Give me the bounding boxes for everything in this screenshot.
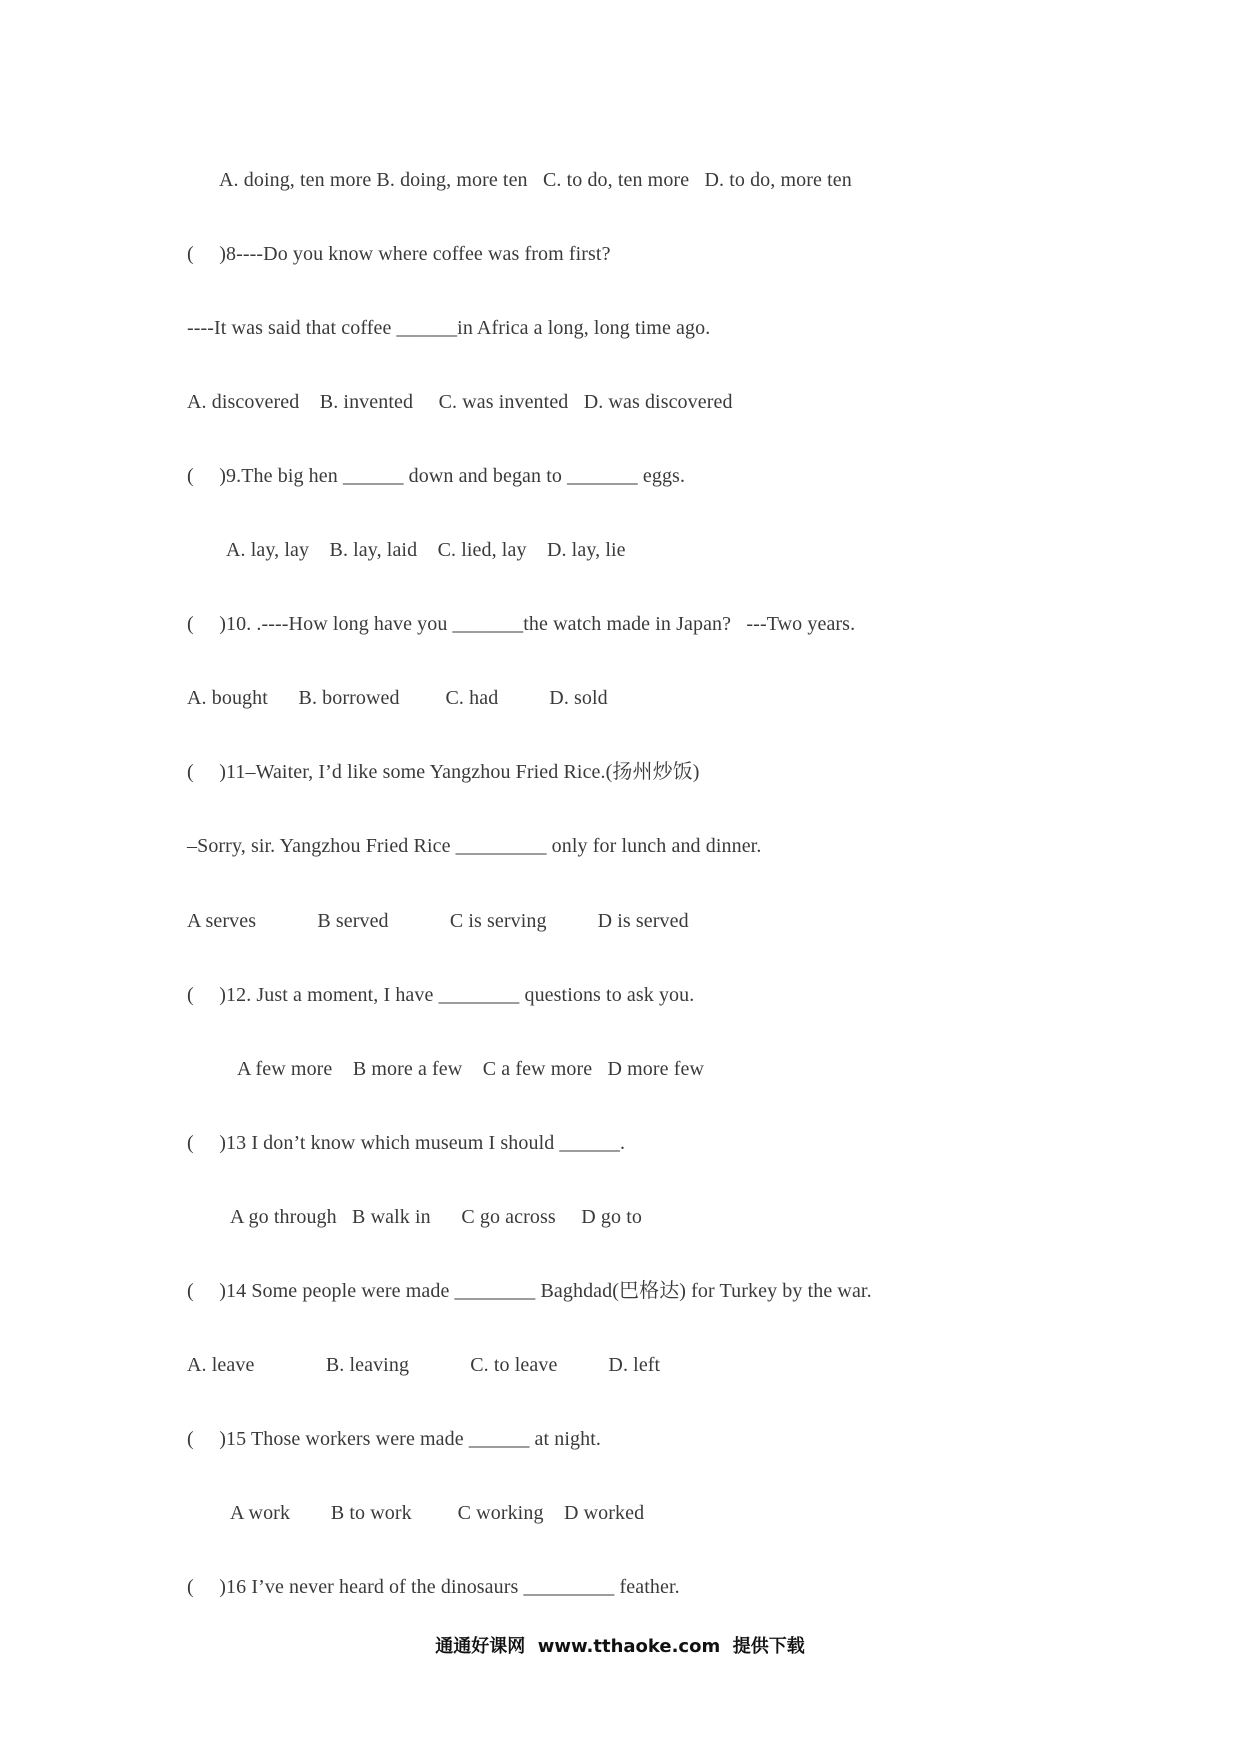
- option-line-q14: A. leave B. leaving C. to leave D. left: [187, 1354, 661, 1376]
- question-line-q16: ( )16 I’ve never heard of the dinosaurs _________ feather.: [187, 1576, 680, 1598]
- option-line-q13: A go through B walk in C go across D go to: [230, 1206, 642, 1228]
- question-line-q9: ( )9.The big hen ______ down and began to _______ eggs.: [187, 465, 686, 487]
- question-line-q15: ( )15 Those workers were made ______ at night.: [187, 1428, 601, 1450]
- question-line-q11-response: –Sorry, sir. Yangzhou Fried Rice _________ only for lunch and dinner.: [187, 835, 762, 857]
- question-line-q14: ( )14 Some people were made ________ Baghdad(巴格达) for Turkey by the war.: [187, 1280, 872, 1302]
- option-line-q7: A. doing, ten more B. doing, more ten C. to do, ten more D. to do, more ten: [219, 169, 852, 191]
- page-footer: 通通好课网 www.tthaoke.com 提供下载: [435, 1636, 805, 1657]
- question-line-q11: ( )11–Waiter, I’d like some Yangzhou Fried Rice.(扬州炒饭): [187, 761, 700, 783]
- option-line-q11: A serves B served C is serving D is served: [187, 910, 689, 932]
- question-line-q10: ( )10. .----How long have you _______the watch made in Japan? ---Two years.: [187, 613, 856, 635]
- option-line-q9: A. lay, lay B. lay, laid C. lied, lay D. lay, lie: [226, 539, 626, 561]
- option-line-q12: A few more B more a few C a few more D more few: [237, 1058, 705, 1080]
- question-line-q12: ( )12. Just a moment, I have ________ questions to ask you.: [187, 984, 695, 1006]
- question-line-q8: ( )8----Do you know where coffee was from first?: [187, 243, 611, 265]
- question-line-q13: ( )13 I don’t know which museum I should ______.: [187, 1132, 626, 1154]
- question-line-q8-response: ----It was said that coffee ______in Africa a long, long time ago.: [187, 317, 711, 339]
- option-line-q15: A work B to work C working D worked: [230, 1502, 645, 1524]
- option-line-q8: A. discovered B. invented C. was invented D. was discovered: [187, 391, 733, 413]
- option-line-q10: A. bought B. borrowed C. had D. sold: [187, 687, 608, 709]
